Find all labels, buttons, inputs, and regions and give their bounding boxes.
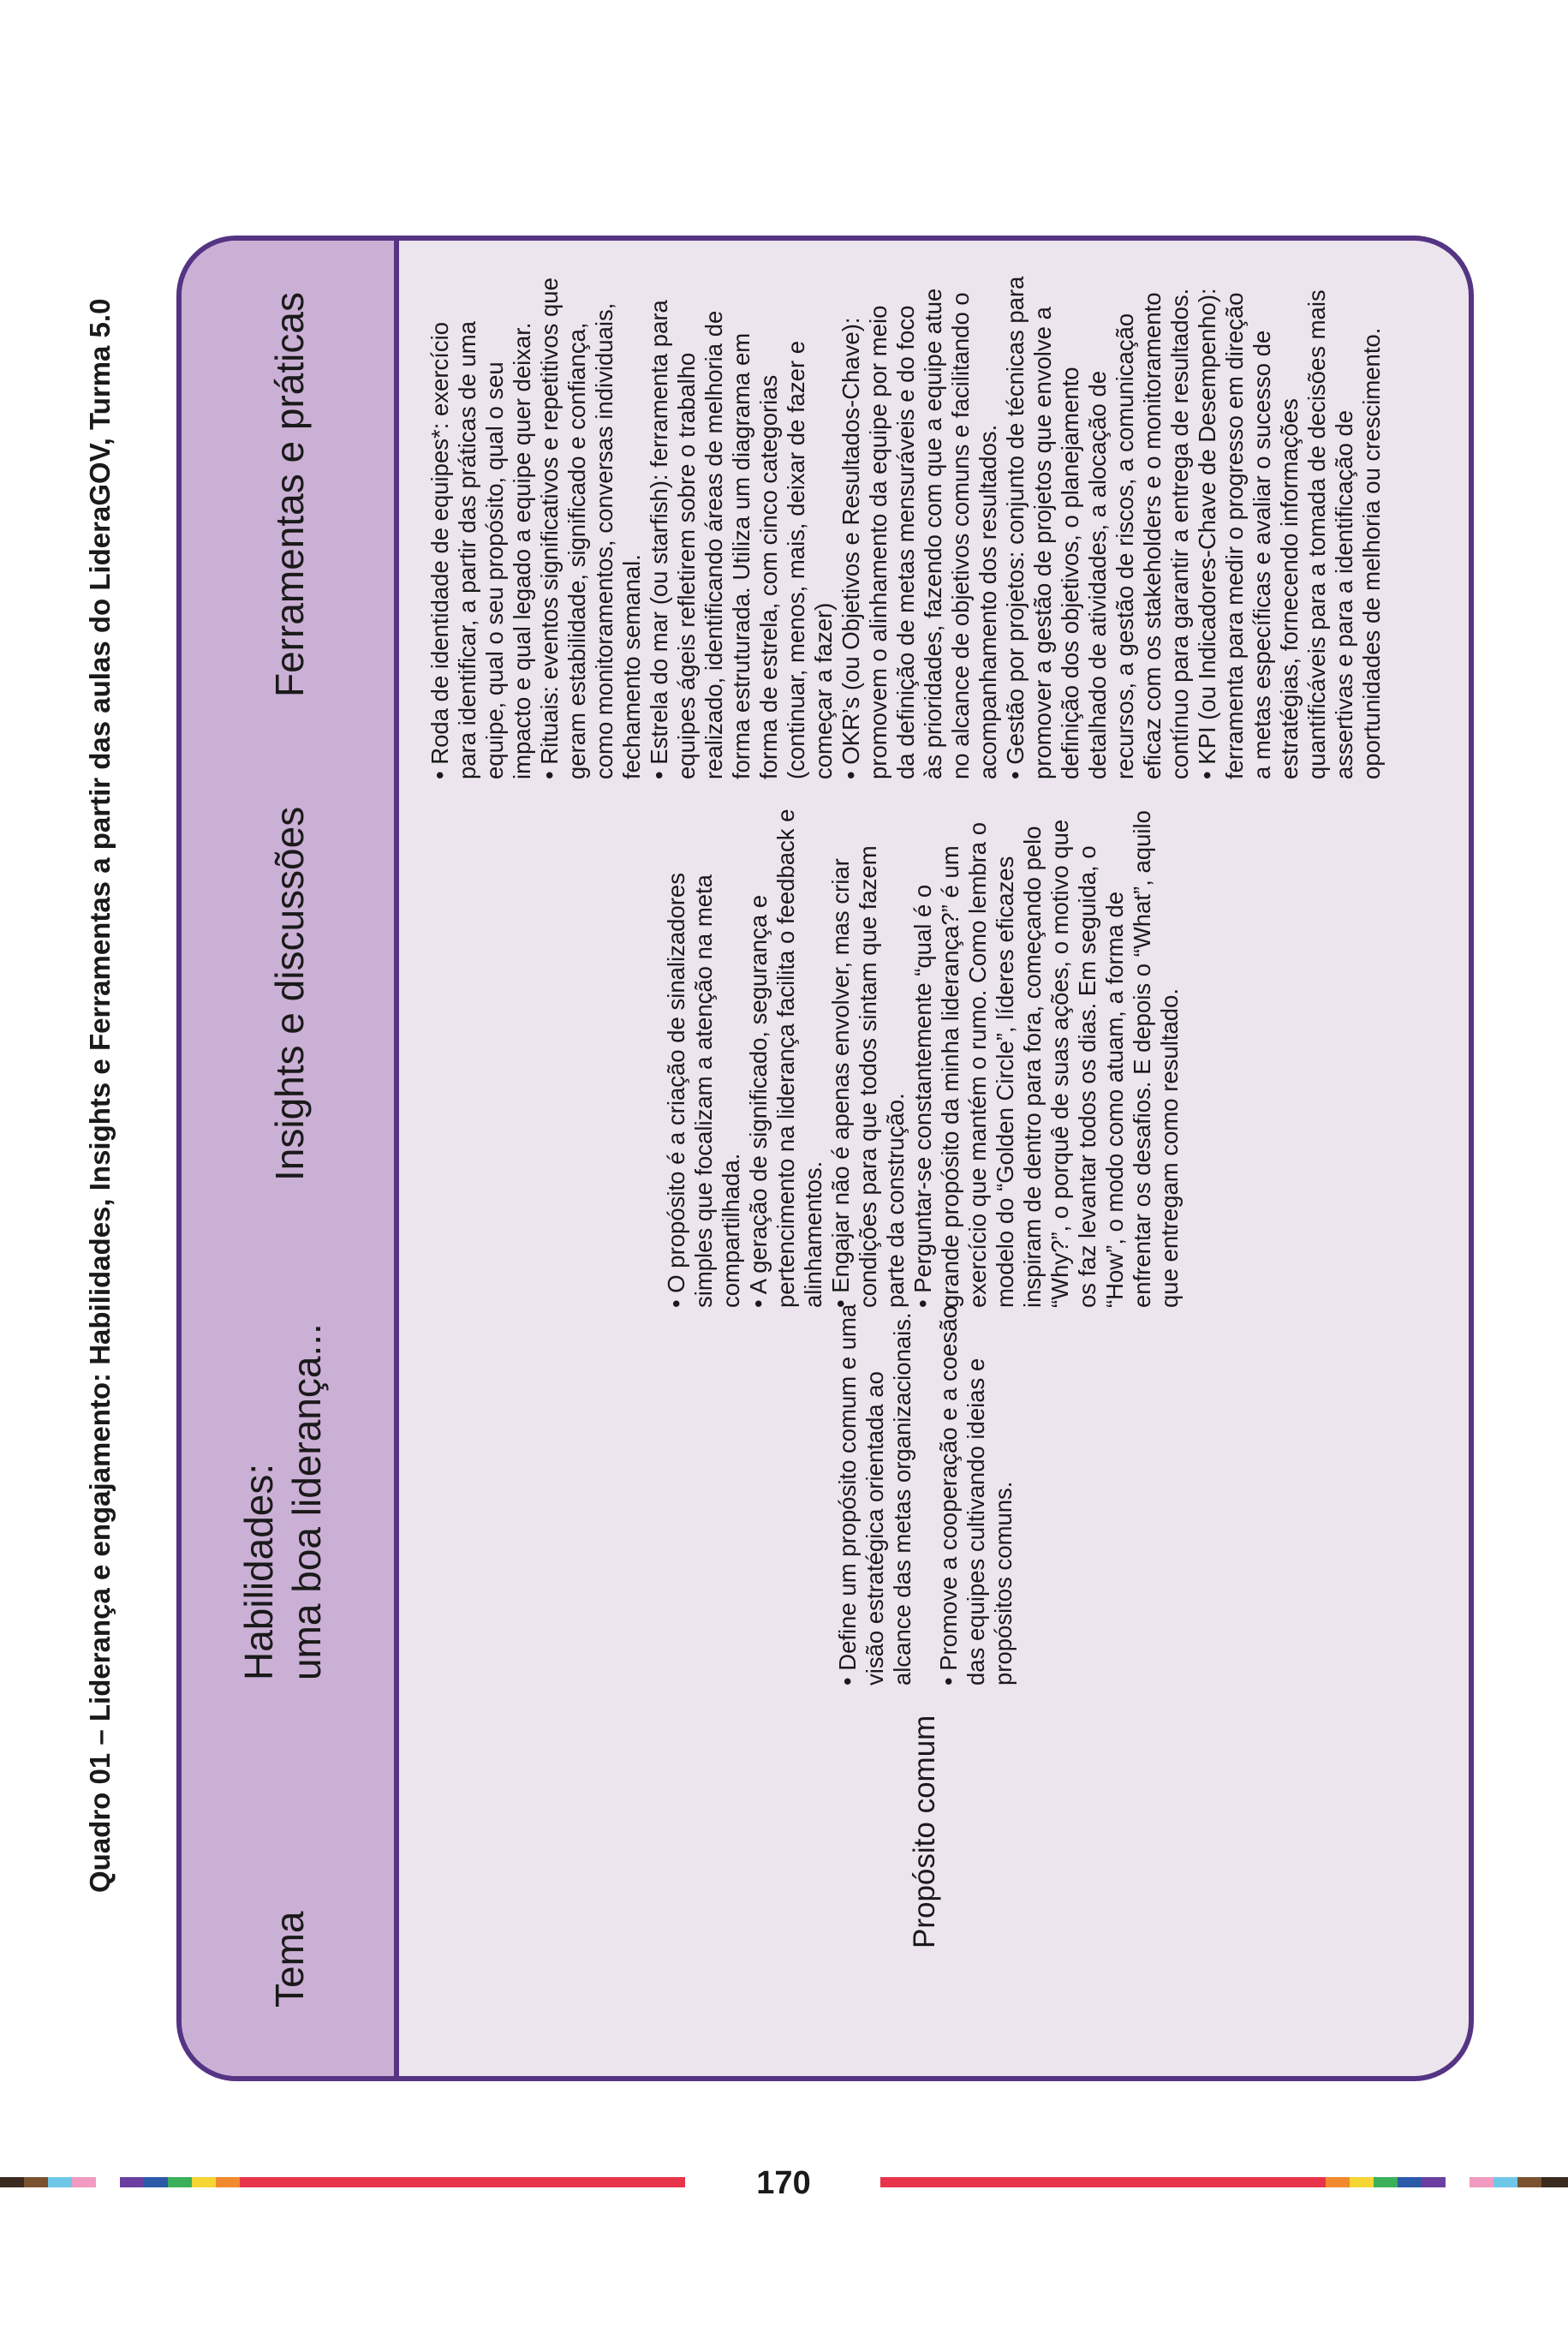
table-header (182, 241, 399, 2076)
ferramentas-item-5: • Gestão por projetos: conjunto de técnicas para promover a gestão de projetos que envolve a definição dos objetivos, o planejamento detalhado de atividades, a alocação de recursos, a gestão de riscos, a comunicação eficaz com os stakeholders e o monitoramento contínuo para garantir a entrega de resultados. (1002, 276, 1193, 779)
footer-red-bar-left (240, 2177, 685, 2187)
header-insights: Insights e discussões (267, 806, 312, 1181)
table-caption: Quadro 01 – Liderança e engajamento: Habilidades, Insights e Ferramentas a partir das aulas do LideraGOV, Turma 5.0 (84, 298, 116, 1893)
footer-red-bar-right (880, 2177, 1326, 2187)
habilidades-item-1: • Define um propósito comum e uma visão estratégica orientada ao alcance das metas organizacionais. (834, 1304, 915, 1686)
footer-color-bar (1470, 2177, 1493, 2187)
footer-color-bar (1374, 2177, 1398, 2187)
header-ferramentas: Ferramentas e práticas (267, 292, 312, 697)
header-habilidades-line1: Habilidades: (236, 1463, 281, 1680)
footer-color-bar (144, 2177, 168, 2187)
ferramentas-cell (426, 274, 1386, 779)
header-habilidades (235, 1323, 331, 1680)
footer-color-bar (192, 2177, 216, 2187)
footer-color-bar (0, 2177, 24, 2187)
ferramentas-item-1: • Roda de identidade de equipes*: exercício para identificar, a partir das práticas de uma equipe, qual o seu propósito, qual o seu impacto e qual legado a equipe quer deixar. (426, 320, 535, 779)
habilidades-item-2: • Promove a cooperação e a coesão das equipes cultivando ideias e propósitos comuns. (935, 1305, 1017, 1686)
ferramentas-item-4: • OKR’s (ou Objetivos e Resultados-Chave): promovem o alinhamento da equipe por meio da definição de metas mensuráveis e do foco às prioridades, fazendo com que a equipe atue no alcance de objetivos comuns e facilitando o acompanhamento dos resultados. (838, 288, 1001, 779)
insights-cell (663, 807, 1183, 1308)
page-number: 170 (756, 2165, 811, 2201)
insights-item-1: • O propósito é a criação de sinalizadores simples que focalizam a atenção na meta compartilhada. (663, 873, 744, 1308)
footer-color-bar (120, 2177, 144, 2187)
header-tema: Tema (267, 1911, 312, 2008)
insights-item-3: • Engajar não é apenas envolver, mas criar condições para que todos sintam que fazem parte da construção. (827, 845, 909, 1308)
habilidades-cell (834, 1296, 1017, 1686)
footer-color-bar (1517, 2177, 1541, 2187)
footer-color-bar (1422, 2177, 1446, 2187)
footer-color-bar (1493, 2177, 1517, 2187)
insights-item-2: • A geração de significado, segurança e pertencimento na liderança facilita o feedback e alinhamentos. (745, 808, 826, 1308)
footer-color-bar (216, 2177, 240, 2187)
ferramentas-item-2: • Rituais: eventos significativos e repetitivos que geram estabilidade, significado e confiança, como monitoramentos, conversas individuais, fechamento semanal. (536, 277, 645, 779)
header-habilidades-line2: uma boa liderança... (284, 1323, 329, 1680)
footer-color-bar (1350, 2177, 1374, 2187)
footer-color-bar (168, 2177, 192, 2187)
footer-color-bar (48, 2177, 72, 2187)
ferramentas-item-3: • Estrela do mar (ou starfish): ferramenta para equipes ágeis refletirem sobre o trabalho realizado, identificando áreas de melhoria de forma estruturada. Utiliza um diagrama em forma de estrela, com cinco categorias (continuar, menos, mais, deixar de fazer e começar a fazer) (646, 300, 837, 779)
ferramentas-item-6: • KPI (ou Indicadores-Chave de Desempenho): ferramenta para medir o progresso em direção a metas específicas e avaliar o sucesso de estratégias, fornecendo informações quantificáveis para a tomada de decisões mais assertivas e para a identificação de oportunidades de melhoria ou crescimento. (1194, 288, 1385, 779)
footer-color-bar (72, 2177, 96, 2187)
row-tema: Propósito comum (908, 1715, 941, 1948)
footer-color-bar (1541, 2177, 1568, 2187)
footer-color-bar (24, 2177, 48, 2187)
footer-color-bar (1398, 2177, 1422, 2187)
footer-color-bar (1326, 2177, 1350, 2187)
insights-item-4: • Perguntar-se constantemente “qual é o grande propósito da minha liderança?” é um exercício que mantém o rumo. Como lembra o modelo do “Golden Circle”, líderes eficazes inspiram de dentro para fora, começando pelo “Why?”, o porquê de suas ações, o motivo que os faz levantar todos os dias. Em seguida, o “How”, o modo como atuam, a forma de enfrentar os desafios. E depois o “What”, aquilo que entregam como resultado. (909, 810, 1183, 1308)
page-footer (0, 2165, 1568, 2199)
